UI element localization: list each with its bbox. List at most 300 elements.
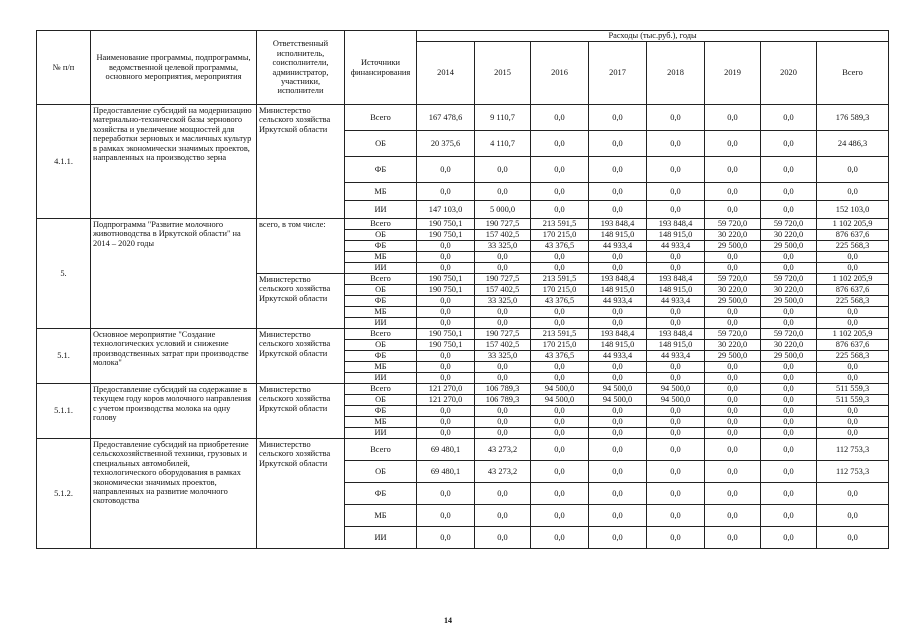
funding-source: Всего xyxy=(345,105,417,131)
funding-source: МБ xyxy=(345,252,417,263)
amount-cell: 0,0 xyxy=(475,428,531,439)
amount-cell: 0,0 xyxy=(705,406,761,417)
amount-cell: 0,0 xyxy=(705,105,761,131)
total-cell: 0,0 xyxy=(817,157,889,183)
amount-cell: 94 500,0 xyxy=(589,395,647,406)
amount-cell: 0,0 xyxy=(647,428,705,439)
total-cell: 511 559,3 xyxy=(817,384,889,395)
amount-cell: 193 848,4 xyxy=(647,329,705,340)
amount-cell: 0,0 xyxy=(761,252,817,263)
amount-cell: 0,0 xyxy=(647,417,705,428)
amount-cell: 59 720,0 xyxy=(761,274,817,285)
amount-cell: 0,0 xyxy=(417,263,475,274)
amount-cell: 0,0 xyxy=(589,157,647,183)
amount-cell: 0,0 xyxy=(475,483,531,505)
amount-cell: 0,0 xyxy=(417,428,475,439)
amount-cell: 0,0 xyxy=(531,252,589,263)
item-name: Предоставление субсидий на содержание в текущем году коров молочного направления с учетом производства молока на одну голову xyxy=(91,384,257,439)
amount-cell: 0,0 xyxy=(531,307,589,318)
funding-source: ОБ xyxy=(345,340,417,351)
amount-cell: 0,0 xyxy=(647,439,705,461)
amount-cell: 0,0 xyxy=(705,505,761,527)
amount-cell: 0,0 xyxy=(531,428,589,439)
funding-source: Всего xyxy=(345,329,417,340)
amount-cell: 43 376,5 xyxy=(531,296,589,307)
header-num: № п/п xyxy=(37,31,91,105)
amount-cell: 5 000,0 xyxy=(475,201,531,219)
funding-source: ОБ xyxy=(345,230,417,241)
funding-source: ИИ xyxy=(345,201,417,219)
total-cell: 225 568,3 xyxy=(817,351,889,362)
funding-source: Всего xyxy=(345,274,417,285)
total-cell: 0,0 xyxy=(817,483,889,505)
total-cell: 0,0 xyxy=(817,527,889,549)
amount-cell: 0,0 xyxy=(761,483,817,505)
amount-cell: 0,0 xyxy=(475,307,531,318)
total-cell: 0,0 xyxy=(817,428,889,439)
amount-cell: 148 915,0 xyxy=(589,285,647,296)
budget-table xyxy=(36,30,889,549)
amount-cell: 0,0 xyxy=(417,296,475,307)
amount-cell: 157 402,5 xyxy=(475,230,531,241)
table-row xyxy=(37,219,889,230)
total-cell: 1 102 205,9 xyxy=(817,274,889,285)
amount-cell: 190 750,1 xyxy=(417,285,475,296)
header-responsible: Ответственный исполнитель, соисполнители, администратор, участники, исполнители xyxy=(257,31,345,105)
total-cell: 0,0 xyxy=(817,406,889,417)
amount-cell: 193 848,4 xyxy=(589,219,647,230)
amount-cell: 0,0 xyxy=(647,252,705,263)
header-expenses: Расходы (тыс.руб.), годы xyxy=(417,31,889,42)
amount-cell: 0,0 xyxy=(705,527,761,549)
amount-cell: 0,0 xyxy=(647,318,705,329)
amount-cell: 94 500,0 xyxy=(589,384,647,395)
table-row xyxy=(37,105,889,131)
responsible-executor: Министерство сельского хозяйства Иркутской области xyxy=(257,274,345,329)
amount-cell: 0,0 xyxy=(647,461,705,483)
amount-cell: 213 591,5 xyxy=(531,219,589,230)
amount-cell: 148 915,0 xyxy=(647,285,705,296)
amount-cell: 0,0 xyxy=(761,105,817,131)
amount-cell: 0,0 xyxy=(705,483,761,505)
amount-cell: 0,0 xyxy=(417,252,475,263)
amount-cell: 43 376,5 xyxy=(531,241,589,252)
amount-cell: 190 750,1 xyxy=(417,329,475,340)
amount-cell: 0,0 xyxy=(531,362,589,373)
table-row xyxy=(37,329,889,340)
amount-cell: 0,0 xyxy=(705,201,761,219)
item-number: 5.1. xyxy=(37,329,91,384)
amount-cell: 190 750,1 xyxy=(417,230,475,241)
amount-cell: 0,0 xyxy=(589,362,647,373)
amount-cell: 29 500,0 xyxy=(761,351,817,362)
amount-cell: 33 325,0 xyxy=(475,296,531,307)
amount-cell: 94 500,0 xyxy=(647,384,705,395)
amount-cell: 0,0 xyxy=(589,131,647,157)
item-number: 4.1.1. xyxy=(37,105,91,219)
amount-cell: 30 220,0 xyxy=(761,230,817,241)
total-cell: 0,0 xyxy=(817,318,889,329)
amount-cell: 0,0 xyxy=(647,483,705,505)
amount-cell: 30 220,0 xyxy=(761,340,817,351)
amount-cell: 0,0 xyxy=(647,362,705,373)
funding-source: МБ xyxy=(345,417,417,428)
amount-cell: 69 480,1 xyxy=(417,439,475,461)
amount-cell: 0,0 xyxy=(417,318,475,329)
header-year: 2016 xyxy=(531,42,589,105)
amount-cell: 0,0 xyxy=(417,505,475,527)
amount-cell: 0,0 xyxy=(417,373,475,384)
amount-cell: 0,0 xyxy=(761,384,817,395)
amount-cell: 0,0 xyxy=(589,461,647,483)
amount-cell: 94 500,0 xyxy=(531,395,589,406)
amount-cell: 29 500,0 xyxy=(761,296,817,307)
amount-cell: 193 848,4 xyxy=(647,274,705,285)
amount-cell: 170 215,0 xyxy=(531,340,589,351)
amount-cell: 30 220,0 xyxy=(705,230,761,241)
amount-cell: 0,0 xyxy=(475,527,531,549)
amount-cell: 44 933,4 xyxy=(589,351,647,362)
amount-cell: 170 215,0 xyxy=(531,230,589,241)
funding-source: ОБ xyxy=(345,395,417,406)
amount-cell: 121 270,0 xyxy=(417,395,475,406)
funding-source: ИИ xyxy=(345,428,417,439)
amount-cell: 0,0 xyxy=(761,131,817,157)
funding-source: МБ xyxy=(345,307,417,318)
funding-source: ФБ xyxy=(345,157,417,183)
header-year: 2017 xyxy=(589,42,647,105)
amount-cell: 0,0 xyxy=(417,362,475,373)
amount-cell: 0,0 xyxy=(531,131,589,157)
amount-cell: 0,0 xyxy=(705,252,761,263)
amount-cell: 0,0 xyxy=(475,505,531,527)
responsible-executor: Министерство сельского хозяйства Иркутской области xyxy=(257,105,345,219)
amount-cell: 0,0 xyxy=(647,373,705,384)
amount-cell: 0,0 xyxy=(589,527,647,549)
item-name: Предоставление субсидий на приобретение сельскохозяйственной техники, грузовых и специальных автомобилей, технологического оборудования в рамках экономически значимых проектов, направленных на развитие молочного скотоводства xyxy=(91,439,257,549)
amount-cell: 59 720,0 xyxy=(705,329,761,340)
amount-cell: 0,0 xyxy=(647,527,705,549)
total-cell: 511 559,3 xyxy=(817,395,889,406)
total-cell: 0,0 xyxy=(817,307,889,318)
amount-cell: 0,0 xyxy=(589,417,647,428)
amount-cell: 0,0 xyxy=(589,201,647,219)
total-cell: 0,0 xyxy=(817,505,889,527)
total-cell: 876 637,6 xyxy=(817,340,889,351)
total-cell: 112 753,3 xyxy=(817,461,889,483)
amount-cell: 190 750,1 xyxy=(417,274,475,285)
amount-cell: 0,0 xyxy=(705,439,761,461)
amount-cell: 190 727,5 xyxy=(475,274,531,285)
amount-cell: 170 215,0 xyxy=(531,285,589,296)
amount-cell: 157 402,5 xyxy=(475,340,531,351)
amount-cell: 0,0 xyxy=(475,183,531,201)
amount-cell: 0,0 xyxy=(761,428,817,439)
header-total: Всего xyxy=(817,42,889,105)
amount-cell: 0,0 xyxy=(647,505,705,527)
funding-source: Всего xyxy=(345,219,417,230)
amount-cell: 0,0 xyxy=(531,373,589,384)
amount-cell: 0,0 xyxy=(705,183,761,201)
amount-cell: 44 933,4 xyxy=(589,241,647,252)
amount-cell: 0,0 xyxy=(531,461,589,483)
amount-cell: 106 789,3 xyxy=(475,395,531,406)
header-source: Источники финансирования xyxy=(345,31,417,105)
amount-cell: 0,0 xyxy=(417,406,475,417)
amount-cell: 0,0 xyxy=(475,157,531,183)
amount-cell: 0,0 xyxy=(705,384,761,395)
amount-cell: 44 933,4 xyxy=(647,296,705,307)
amount-cell: 33 325,0 xyxy=(475,351,531,362)
amount-cell: 193 848,4 xyxy=(647,219,705,230)
amount-cell: 0,0 xyxy=(647,105,705,131)
funding-source: МБ xyxy=(345,505,417,527)
funding-source: Всего xyxy=(345,439,417,461)
amount-cell: 0,0 xyxy=(705,373,761,384)
amount-cell: 0,0 xyxy=(531,183,589,201)
funding-source: МБ xyxy=(345,183,417,201)
amount-cell: 0,0 xyxy=(531,417,589,428)
amount-cell: 0,0 xyxy=(475,373,531,384)
amount-cell: 0,0 xyxy=(761,362,817,373)
amount-cell: 0,0 xyxy=(475,263,531,274)
amount-cell: 0,0 xyxy=(705,307,761,318)
amount-cell: 0,0 xyxy=(589,183,647,201)
amount-cell: 0,0 xyxy=(589,428,647,439)
item-name: Подпрограмма "Развитие молочного животноводства в Иркутской области" на 2014 – 2020 годы xyxy=(91,219,257,329)
amount-cell: 0,0 xyxy=(761,201,817,219)
amount-cell: 0,0 xyxy=(761,417,817,428)
responsible-executor: всего, в том числе: xyxy=(257,219,345,274)
amount-cell: 0,0 xyxy=(417,483,475,505)
amount-cell: 0,0 xyxy=(589,373,647,384)
amount-cell: 190 727,5 xyxy=(475,329,531,340)
amount-cell: 0,0 xyxy=(761,307,817,318)
funding-source: ИИ xyxy=(345,373,417,384)
amount-cell: 0,0 xyxy=(417,307,475,318)
amount-cell: 0,0 xyxy=(705,461,761,483)
amount-cell: 147 103,0 xyxy=(417,201,475,219)
amount-cell: 157 402,5 xyxy=(475,285,531,296)
amount-cell: 30 220,0 xyxy=(705,285,761,296)
amount-cell: 9 110,7 xyxy=(475,105,531,131)
amount-cell: 0,0 xyxy=(417,241,475,252)
amount-cell: 193 848,4 xyxy=(589,274,647,285)
total-cell: 0,0 xyxy=(817,183,889,201)
header-year: 2015 xyxy=(475,42,531,105)
amount-cell: 0,0 xyxy=(705,417,761,428)
responsible-executor: Министерство сельского хозяйства Иркутской области xyxy=(257,384,345,439)
amount-cell: 0,0 xyxy=(589,439,647,461)
total-cell: 112 753,3 xyxy=(817,439,889,461)
amount-cell: 148 915,0 xyxy=(589,340,647,351)
amount-cell: 29 500,0 xyxy=(761,241,817,252)
amount-cell: 0,0 xyxy=(761,527,817,549)
item-name: Предоставление субсидий на модернизацию материально-технической базы зернового хозяйства и увеличение мощностей для переработки зерновых и масличных культур в рамках экономически значимых проектов, направленных на производство зерна xyxy=(91,105,257,219)
funding-source: ФБ xyxy=(345,351,417,362)
funding-source: ФБ xyxy=(345,241,417,252)
amount-cell: 0,0 xyxy=(705,157,761,183)
funding-source: ОБ xyxy=(345,461,417,483)
amount-cell: 0,0 xyxy=(417,157,475,183)
item-number: 5. xyxy=(37,219,91,329)
total-cell: 1 102 205,9 xyxy=(817,219,889,230)
page-number: 14 xyxy=(444,616,452,625)
total-cell: 1 102 205,9 xyxy=(817,329,889,340)
funding-source: ИИ xyxy=(345,263,417,274)
funding-source: ФБ xyxy=(345,296,417,307)
amount-cell: 4 110,7 xyxy=(475,131,531,157)
amount-cell: 0,0 xyxy=(589,318,647,329)
total-cell: 0,0 xyxy=(817,252,889,263)
amount-cell: 0,0 xyxy=(705,131,761,157)
amount-cell: 69 480,1 xyxy=(417,461,475,483)
amount-cell: 0,0 xyxy=(531,483,589,505)
amount-cell: 0,0 xyxy=(647,307,705,318)
amount-cell: 43 376,5 xyxy=(531,351,589,362)
amount-cell: 190 727,5 xyxy=(475,219,531,230)
total-cell: 0,0 xyxy=(817,263,889,274)
amount-cell: 94 500,0 xyxy=(647,395,705,406)
amount-cell: 190 750,1 xyxy=(417,340,475,351)
amount-cell: 0,0 xyxy=(417,527,475,549)
amount-cell: 148 915,0 xyxy=(647,230,705,241)
amount-cell: 0,0 xyxy=(417,417,475,428)
funding-source: ИИ xyxy=(345,527,417,549)
amount-cell: 0,0 xyxy=(475,406,531,417)
amount-cell: 43 273,2 xyxy=(475,439,531,461)
amount-cell: 44 933,4 xyxy=(589,296,647,307)
funding-source: ИИ xyxy=(345,318,417,329)
responsible-executor: Министерство сельского хозяйства Иркутской области xyxy=(257,439,345,549)
amount-cell: 0,0 xyxy=(417,183,475,201)
total-cell: 0,0 xyxy=(817,417,889,428)
amount-cell: 0,0 xyxy=(761,505,817,527)
amount-cell: 33 325,0 xyxy=(475,241,531,252)
amount-cell: 0,0 xyxy=(705,263,761,274)
amount-cell: 0,0 xyxy=(531,527,589,549)
amount-cell: 59 720,0 xyxy=(761,219,817,230)
amount-cell: 0,0 xyxy=(531,105,589,131)
total-cell: 0,0 xyxy=(817,362,889,373)
funding-source: МБ xyxy=(345,362,417,373)
total-cell: 152 103,0 xyxy=(817,201,889,219)
amount-cell: 0,0 xyxy=(705,318,761,329)
amount-cell: 29 500,0 xyxy=(705,241,761,252)
amount-cell: 0,0 xyxy=(475,252,531,263)
header-year: 2020 xyxy=(761,42,817,105)
funding-source: Всего xyxy=(345,384,417,395)
funding-source: ФБ xyxy=(345,483,417,505)
table-body xyxy=(37,105,889,549)
amount-cell: 0,0 xyxy=(761,461,817,483)
responsible-executor: Министерство сельского хозяйства Иркутской области xyxy=(257,329,345,384)
amount-cell: 193 848,4 xyxy=(589,329,647,340)
total-cell: 876 637,6 xyxy=(817,285,889,296)
amount-cell: 0,0 xyxy=(531,318,589,329)
amount-cell: 44 933,4 xyxy=(647,351,705,362)
amount-cell: 43 273,2 xyxy=(475,461,531,483)
amount-cell: 44 933,4 xyxy=(647,241,705,252)
amount-cell: 167 478,6 xyxy=(417,105,475,131)
header-name: Наименование программы, подпрограммы, ведомственной целевой программы, основного мероприятия, мероприятия xyxy=(91,31,257,105)
amount-cell: 0,0 xyxy=(589,406,647,417)
amount-cell: 121 270,0 xyxy=(417,384,475,395)
item-number: 5.1.2. xyxy=(37,439,91,549)
amount-cell: 20 375,6 xyxy=(417,131,475,157)
funding-source: ОБ xyxy=(345,285,417,296)
amount-cell: 148 915,0 xyxy=(647,340,705,351)
amount-cell: 59 720,0 xyxy=(761,329,817,340)
amount-cell: 0,0 xyxy=(589,307,647,318)
amount-cell: 0,0 xyxy=(761,439,817,461)
amount-cell: 0,0 xyxy=(589,252,647,263)
amount-cell: 0,0 xyxy=(761,395,817,406)
amount-cell: 0,0 xyxy=(647,263,705,274)
amount-cell: 30 220,0 xyxy=(705,340,761,351)
amount-cell: 0,0 xyxy=(475,362,531,373)
header-year: 2014 xyxy=(417,42,475,105)
total-cell: 225 568,3 xyxy=(817,296,889,307)
amount-cell: 0,0 xyxy=(417,351,475,362)
item-name: Основное мероприятие "Создание технологических условий и снижение производственных затрат при производстве молока" xyxy=(91,329,257,384)
amount-cell: 0,0 xyxy=(761,373,817,384)
table-row xyxy=(37,384,889,395)
amount-cell: 0,0 xyxy=(531,157,589,183)
header-year: 2019 xyxy=(705,42,761,105)
item-number: 5.1.1. xyxy=(37,384,91,439)
total-cell: 225 568,3 xyxy=(817,241,889,252)
amount-cell: 0,0 xyxy=(705,428,761,439)
funding-source: ОБ xyxy=(345,131,417,157)
amount-cell: 0,0 xyxy=(531,263,589,274)
amount-cell: 0,0 xyxy=(589,505,647,527)
amount-cell: 29 500,0 xyxy=(705,351,761,362)
amount-cell: 0,0 xyxy=(761,406,817,417)
amount-cell: 0,0 xyxy=(705,362,761,373)
amount-cell: 213 591,5 xyxy=(531,274,589,285)
amount-cell: 0,0 xyxy=(475,318,531,329)
total-cell: 176 589,3 xyxy=(817,105,889,131)
amount-cell: 0,0 xyxy=(761,183,817,201)
amount-cell: 0,0 xyxy=(705,395,761,406)
table-row xyxy=(37,439,889,461)
amount-cell: 0,0 xyxy=(761,263,817,274)
amount-cell: 94 500,0 xyxy=(531,384,589,395)
amount-cell: 0,0 xyxy=(647,406,705,417)
amount-cell: 30 220,0 xyxy=(761,285,817,296)
amount-cell: 0,0 xyxy=(531,406,589,417)
total-cell: 876 637,6 xyxy=(817,230,889,241)
amount-cell: 148 915,0 xyxy=(589,230,647,241)
amount-cell: 190 750,1 xyxy=(417,219,475,230)
amount-cell: 106 789,3 xyxy=(475,384,531,395)
amount-cell: 0,0 xyxy=(589,105,647,131)
amount-cell: 0,0 xyxy=(647,201,705,219)
amount-cell: 0,0 xyxy=(589,483,647,505)
amount-cell: 0,0 xyxy=(589,263,647,274)
amount-cell: 59 720,0 xyxy=(705,219,761,230)
amount-cell: 59 720,0 xyxy=(705,274,761,285)
amount-cell: 0,0 xyxy=(475,417,531,428)
header-year: 2018 xyxy=(647,42,705,105)
total-cell: 24 486,3 xyxy=(817,131,889,157)
amount-cell: 0,0 xyxy=(647,157,705,183)
amount-cell: 0,0 xyxy=(531,505,589,527)
amount-cell: 0,0 xyxy=(531,439,589,461)
amount-cell: 0,0 xyxy=(647,131,705,157)
amount-cell: 0,0 xyxy=(761,318,817,329)
